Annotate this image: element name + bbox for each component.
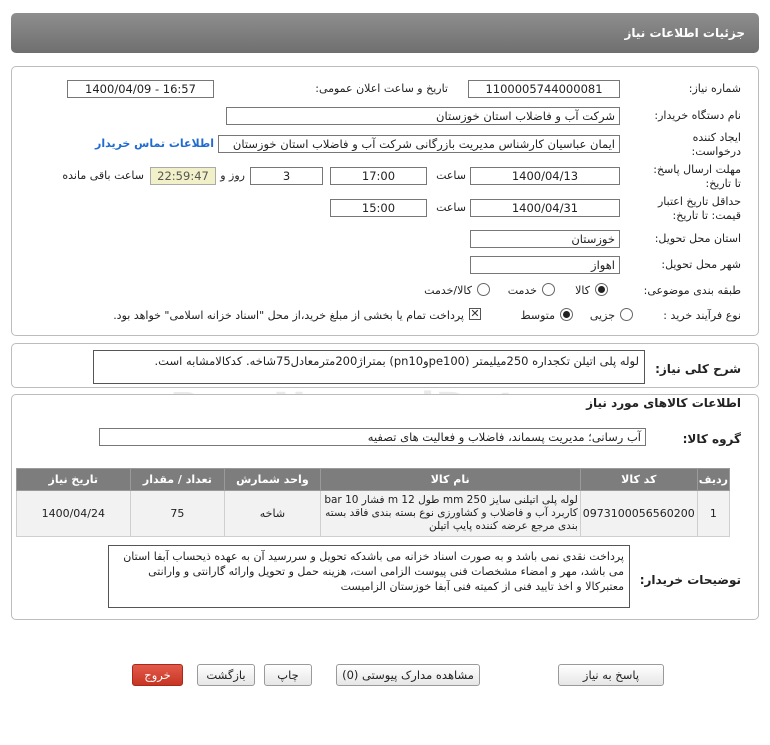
page-header: [11, 13, 759, 53]
buyer-org-label: نام دستگاه خریدار:: [654, 109, 741, 122]
treasury-payment-checkbox[interactable]: ✕: [470, 307, 480, 320]
col-code: کد کالا: [580, 469, 697, 491]
province-field: خوزستان: [470, 230, 620, 248]
buyer-notes-text: پرداخت نقدی نمی باشد و به صورت اسناد خزانه می باشدکه تحویل و سررسید آن به عهده ذیحساب آبفا استان می باشد، مهر و امضاء مشخصات فنی پیوست الزامی است، هزینه حمل و تحویل وارائه گارانتی و وارانتی معتبرکالا و اخذ تایید فنی از کمیته فنی آبفا خوزستان الزامیست: [108, 545, 630, 608]
page-title: جزئیات اطلاعات نیاز: [624, 26, 745, 40]
goods-group-label: گروه کالا:: [682, 432, 741, 446]
creator-label-1: ایجاد کننده: [692, 131, 741, 144]
remaining-label: ساعت باقی مانده: [62, 169, 144, 182]
exit-button[interactable]: خروج: [132, 664, 183, 686]
table-row: [17, 491, 730, 537]
validity-date-field: 1400/04/31: [470, 199, 620, 217]
city-label: شهر محل تحویل:: [661, 258, 741, 271]
process-radio-medium[interactable]: [560, 308, 573, 321]
creator-label-2: درخواست:: [691, 145, 741, 158]
reply-time-field: 17:00: [330, 167, 427, 185]
goods-table-header: [17, 469, 730, 491]
city-field: اهواز: [470, 256, 620, 274]
category-radio-service[interactable]: [542, 283, 555, 296]
process-radio-minor[interactable]: [620, 308, 633, 321]
category-radio-goods[interactable]: [595, 283, 608, 296]
announce-label: تاریخ و ساعت اعلان عمومی:: [315, 82, 448, 95]
contact-buyer-link[interactable]: اطلاعات تماس خریدار: [94, 137, 214, 150]
validity-time-label: ساعت: [436, 201, 466, 214]
reply-button[interactable]: پاسخ به نیاز: [558, 664, 664, 686]
validity-label-1: حداقل تاریخ اعتبار: [657, 195, 741, 208]
process-option-medium: متوسط: [520, 309, 555, 322]
need-number-label: شماره نیاز:: [688, 82, 741, 95]
col-unit: واحد شمارش: [225, 469, 320, 491]
need-number-field: 1100005744000081: [468, 80, 620, 98]
goods-table: [16, 468, 730, 537]
goods-group-field: آب رسانی؛ مدیریت پسماند، فاضلاب و فعالیت های تصفیه: [99, 428, 646, 446]
reply-time-label: ساعت: [436, 169, 466, 182]
category-option-goods: کالا: [575, 284, 590, 297]
row-qty: 75: [130, 491, 225, 537]
province-label: استان محل تحویل:: [654, 232, 741, 245]
col-date: تاریخ نیاز: [17, 469, 131, 491]
summary-label: شرح کلی نیاز:: [655, 362, 741, 376]
process-label: نوع فرآیند خرید :: [663, 309, 741, 322]
col-qty: تعداد / مقدار: [130, 469, 225, 491]
row-number: 1: [697, 491, 729, 537]
row-code: 0973100056560200: [580, 491, 697, 537]
treasury-payment-note: پرداخت تمام یا بخشی از مبلغ خرید،از محل "اسناد خزانه اسلامی" خواهد بود.: [113, 309, 464, 322]
col-name: نام کالا: [320, 469, 580, 491]
row-name: لوله پلی اتیلنی سایز 250 mm طول 12 m فشار 10 bar کاربرد آب و فاضلاب و کشاورزی نوع بسته بندی فاقد بسته بندی مرجع عرضه کننده پایپ اتیلن: [320, 491, 580, 537]
buyer-org-field: شرکت آب و فاضلاب استان خوزستان: [226, 107, 620, 125]
back-button[interactable]: بازگشت: [197, 664, 255, 686]
print-button[interactable]: چاپ: [264, 664, 312, 686]
process-option-minor: جزیی: [589, 309, 615, 322]
category-label: طبقه بندی موضوعی:: [643, 284, 741, 297]
category-option-goods-service: کالا/خدمت: [424, 284, 472, 297]
announce-field: 1400/04/09 - 16:57: [67, 80, 214, 98]
summary-text: لوله پلی اتیلن تکجداره 250میلیمتر (pe100وpn10) بمتراژ200مترمعادل75شاخه. کدکالامشابه است.: [93, 350, 645, 384]
days-field: 3: [250, 167, 323, 185]
reply-deadline-label-2: تا تاریخ:: [705, 177, 741, 190]
category-option-service: خدمت: [507, 284, 537, 297]
category-radio-goods-service[interactable]: [477, 283, 490, 296]
row-date: 1400/04/24: [17, 491, 131, 537]
reply-date-field: 1400/04/13: [470, 167, 620, 185]
days-label: روز و: [220, 169, 245, 182]
col-row: ردیف: [697, 469, 729, 491]
attachments-button[interactable]: مشاهده مدارک پیوستی (0): [336, 664, 480, 686]
reply-deadline-label-1: مهلت ارسال پاسخ:: [653, 163, 741, 176]
validity-time-field: 15:00: [330, 199, 427, 217]
remaining-time-field: 22:59:47: [150, 167, 216, 185]
goods-section-title: اطلاعات کالاهای مورد نیاز: [586, 396, 741, 410]
validity-label-2: قیمت: تا تاریخ:: [672, 209, 741, 222]
buyer-notes-label: توضیحات خریدار:: [639, 573, 741, 587]
creator-field: ایمان عباسیان کارشناس مدیریت بازرگانی شرکت آب و فاضلاب استان خوزستان: [218, 135, 620, 153]
row-unit: شاخه: [225, 491, 320, 537]
